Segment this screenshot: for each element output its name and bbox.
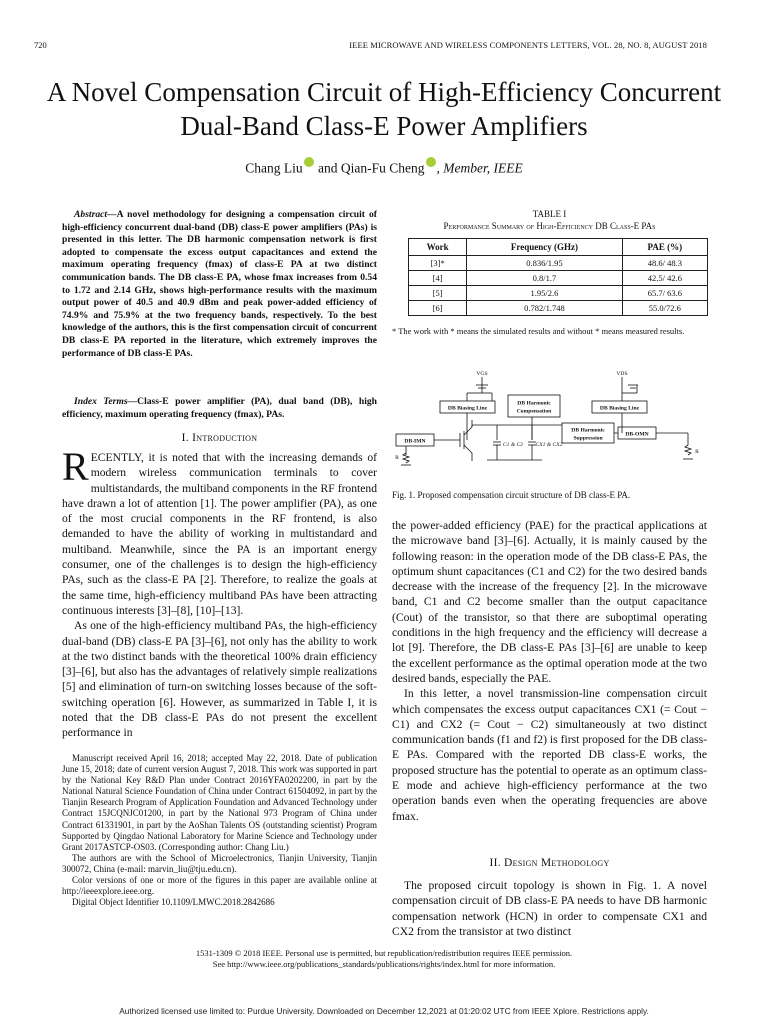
paper-title: A Novel Compensation Circuit of High-Efficiency Concurrent Dual-Band Class-E Power Amplifiers	[46, 77, 722, 141]
db-harmonic-supp-label-1: DB Harmonic	[571, 427, 605, 434]
copyright-notice	[0, 948, 768, 970]
footnote	[62, 753, 377, 908]
table-cell: 0.8/1.7	[467, 271, 622, 286]
table-header-cell: Work	[409, 239, 467, 256]
index-terms-text: Class-E power amplifier (PA), dual band (DB), high efficiency, maximum operating frequency (fmax), PAs.	[62, 396, 377, 420]
abstract-label: Abstract—	[74, 209, 117, 220]
table-cell: 1.95/2.6	[467, 286, 622, 301]
r-left-label: R	[395, 455, 399, 461]
footnote-doi: Digital Object Identifier 10.1109/LMWC.2018.2842686	[72, 897, 275, 908]
section-heading-introduction: I. Introduction	[181, 432, 258, 444]
table-cell: 42.5/ 42.6	[622, 271, 707, 286]
design-body	[392, 878, 707, 939]
right-paragraph-1: the power-added efficiency (PAE) for the practical applications at the microwave band [3]–[6]. Actually, it is mainly caused by the following reason: in the operation mode of the DB class-E PAs, the optimum shunt capacitances (C1 and C2) for the two desired bands decrease with the increase of the frequency [2]. In the microwave band, C1 and C2 become smaller than the output capacitance (Cout) of the transistor, so that there are suboptimal operating conditions in the high frequency and the efficiency will decrease a lot [9]. Therefore, the DB class-E PAs [3]–[6] are unable to keep the excellent performance as the optimal operation mode at the two desired bands, especially the PAE.	[392, 519, 707, 685]
table-note: * The work with * means the simulated results and without * means measured results.	[392, 326, 685, 336]
table-cell: 55.0/72.6	[622, 301, 707, 316]
table-row	[409, 256, 708, 271]
author-line: Chang Liu and Qian-Fu Cheng , Member, IEEE	[0, 157, 768, 177]
circuit-diagram	[392, 365, 708, 475]
table-caption	[392, 208, 707, 232]
copyright-line-2: See http://www.ieee.org/publications_standards/publications/rights/index.html for more information.	[212, 959, 556, 969]
table-row	[409, 301, 708, 316]
journal-header: IEEE MICROWAVE AND WIRELESS COMPONENTS LETTERS, VOL. 28, NO. 8, AUGUST 2018	[349, 40, 707, 50]
orcid-icon[interactable]	[304, 157, 314, 167]
intro-paragraph-1: ECENTLY, it is noted that with the increasing demands of modern wireless communication terminals to cover multistandards, the multiband components in the RF frontend have drawn a lot of attention [1]. The power amplifier (PA), as one of the most crucial components in the RF frontend, is also demanded to have the ability of working in multistandard and multiband. Meanwhile, since the PA is an important energy consumer, one of the challenges is to design the high-efficiency PAs, such as the class-E PA [2]. Therefore, to realize the goals at the same time, high-efficiency multiband PAs have been attracting continuous interests [3]–[8], [10]–[13].	[62, 451, 377, 617]
index-terms-label: Index Terms—	[74, 396, 138, 407]
r-right-label: R	[695, 449, 699, 455]
table-cell: [6]	[409, 301, 467, 316]
table-row	[409, 271, 708, 286]
abstract	[62, 209, 377, 360]
index-terms	[62, 396, 377, 421]
db-imn-label: DB-IMN	[404, 438, 426, 445]
intro-paragraph-2: As one of the high-efficiency multiband PAs, the high-efficiency dual-band (DB) class-E PA [3]–[6], not only has the ability to work at the two distinct bands with the theoretical 100% drain efficiency [3]–[6], but also has the advantages of relatively simple realizations [5] and elimination of turn-on switching losses because of the soft-switching operation [6]. However, as summarized in Table I, it is noted that the DB class-E PAs do not present the excellent performance in	[62, 619, 377, 740]
table-cell: 0.836/1.95	[467, 256, 622, 271]
figure-caption: Fig. 1. Proposed compensation circuit structure of DB class-E PA.	[392, 490, 631, 500]
right-body	[392, 518, 707, 824]
author-1: Chang Liu	[245, 160, 303, 176]
author-and: and	[318, 160, 338, 176]
cx1cx2-label: CX1 & CX2	[535, 442, 563, 448]
table-cell: [4]	[409, 271, 467, 286]
author-2: Qian-Fu Cheng	[340, 160, 425, 176]
table-cell: 48.6/ 48.3	[622, 256, 707, 271]
license-footer: Authorized licensed use limited to: Purdue University. Downloaded on December 12,2021 at 01:20:02 UTC from IEEE Xplore. Restrictions apply.	[119, 1006, 649, 1016]
drop-cap: R	[62, 444, 89, 489]
vgs-label: VGS	[476, 371, 488, 377]
introduction-body	[62, 444, 377, 741]
table-label: TABLE I	[532, 209, 567, 219]
abstract-text: A novel methodology for designing a compensation circuit of high-efficiency concurrent dual-band (DB) class-E power amplifiers (PAs) is presented in this letter. The DB harmonic compensation network is first adopted to compensate the excess output capacitances and extend the maximum operating frequency (fmax) of class-E PA at two distinct communication bands. The DB class-E PA, whose fmax increases from 0.54 to 1.72 and 2.14 GHz, shows high-performance results with the maximum output power of 40.5 and 40.9 dBm and peak power-added efficiency of 74.9% and 75.9% at the two frequency bands, respectively. To the best knowledge of the authors, this is the first compensation circuit of concurrent DB class-E PA reported in the literature, which extremely improves the performance of DB class-E PAs.	[62, 209, 377, 359]
right-paragraph-2: In this letter, a novel transmission-line compensation circuit which compensates the excess output capacitances CX1 (= Cout − C1) and CX2 (= Cout − C2) simultaneously at two distinct communication bands (f1 and f2) is first proposed for the DB class-E PAs. Compared with the reported DB class-E works, the proposed structure has the potential to operate as an optimum class-E mode and achieve high-efficiency performance at the two operation bands even when the operating frequencies are above fmax.	[392, 687, 707, 823]
db-harmonic-supp-label-2: Suppression	[573, 435, 603, 442]
footnote-manuscript: Manuscript received April 16, 2018; accepted May 22, 2018. Date of publication June 15, 2018; date of current version August 7, 2018. This work was supported in part by the National Key R&D Plan under Contract 2016YFA0202200, in part by the National Natural Science Foundation of China under Contract 61504092, in part by the Tianjin Research Program of Application Foundation and Advanced Technology under Contract 15JCQNJC01200, in part by the National 973 Program of China under Contract 61331901, in part by the AoShan Talents OS (outstanding scientist) Program Supported by Qingdao National Laboratory for Marine Science and Technology under Grant 2017ASTCP-OS03. (Corresponding author: Chang Liu.)	[62, 753, 377, 852]
performance-table	[408, 238, 708, 316]
db-biasing-left-label: DB Biasing Line	[447, 405, 488, 412]
table-row	[409, 286, 708, 301]
section-heading-design: II. Design Methodology	[489, 857, 610, 869]
design-paragraph-1: The proposed circuit topology is shown in Fig. 1. A novel compensation circuit of DB class-E PA needs to have DB harmonic compensation network (HCN) in order to compensate CX1 and CX2 from the transistor at two distinct	[392, 879, 707, 938]
table-cell: 65.7/ 63.6	[622, 286, 707, 301]
c1c2-label: C1 & C2	[502, 442, 524, 448]
table-cell: [3]*	[409, 256, 467, 271]
table-header-row	[409, 239, 708, 256]
table-cell: [5]	[409, 286, 467, 301]
db-omn-label: DB-OMN	[625, 431, 649, 438]
db-harmonic-comp-label-2: Compensation	[516, 408, 552, 415]
author-membership: Member, IEEE	[443, 160, 523, 176]
footnote-affiliation: The authors are with the School of Microelectronics, Tianjin University, Tianjin 300072, China (e-mail: marvin_liu@tju.edu.cn).	[62, 852, 377, 874]
copyright-line-1: 1531-1309 © 2018 IEEE. Personal use is permitted, but republication/redistribution requires IEEE permission.	[195, 948, 573, 958]
db-biasing-right-label: DB Biasing Line	[599, 405, 640, 412]
db-harmonic-comp-label-1: DB Harmonic	[517, 400, 551, 407]
table-title: Performance Summary of High-Efficiency DB Class-E PAs	[443, 221, 656, 231]
table-header-cell: PAE (%)	[622, 239, 707, 256]
orcid-icon[interactable]	[426, 157, 436, 167]
table-cell: 0.782/1.748	[467, 301, 622, 316]
table-header-cell: Frequency (GHz)	[467, 239, 622, 256]
page-number: 720	[34, 40, 47, 50]
vds-label: VDS	[616, 371, 628, 377]
footnote-color: Color versions of one or more of the figures in this paper are available online at http://ieeexplore.ieee.org.	[62, 875, 377, 897]
